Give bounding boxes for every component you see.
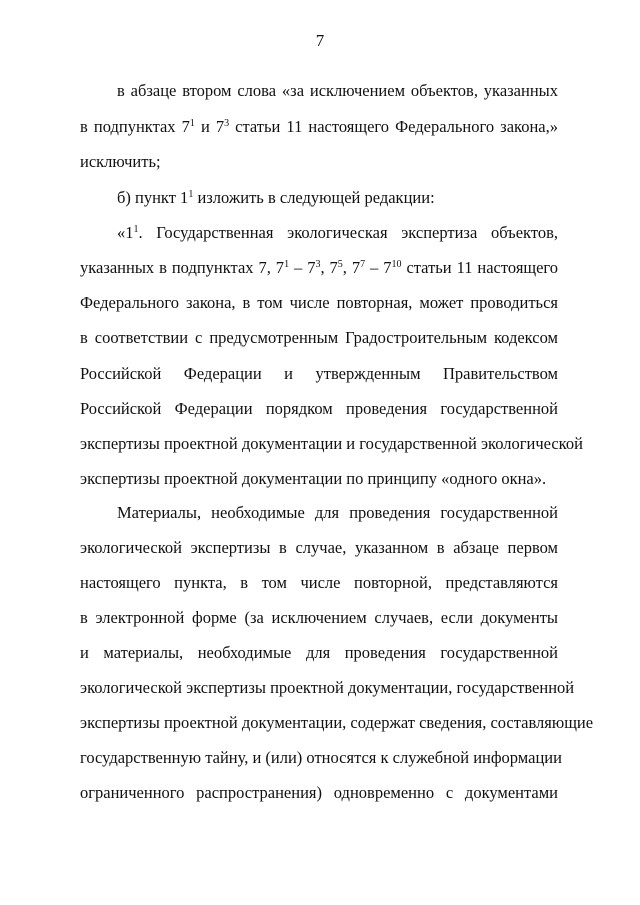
text-line: указанных в подпунктах 7, $7^1 - 7^3$, $7^5$, $7^7 - 7^{10}$ статьи 11 настоящего xyxy=(80,258,559,277)
text-line: Федерального закона, в том числе повторная, может проводиться xyxy=(80,293,558,312)
text-line: в соответствии с предусмотренным Градостроительным кодексом xyxy=(80,328,558,347)
text-line: государственную тайну, и (или) относятся к служебной информации xyxy=(80,748,562,767)
text-line: экспертизы проектной документации и государственной экологической xyxy=(80,434,583,453)
text-line: экспертизы проектной документации по принципу «одного окна». xyxy=(80,469,547,488)
text-line: экспертизы проектной документации, содержат сведения, составляющие xyxy=(80,713,594,732)
text-line: Российской Федерации и утвержденным Правительством xyxy=(80,364,558,383)
text-line: в абзаце втором слова «за исключением объектов, указанных xyxy=(117,81,558,100)
text-line: экологической экспертизы проектной документации, государственной xyxy=(80,678,575,697)
text-line: Российской Федерации порядком проведения государственной xyxy=(80,399,558,418)
text-line: б) пункт $1^1$ изложить в следующей редакции: xyxy=(117,188,435,207)
text-line: в электронной форме (за исключением случаев, если документы xyxy=(80,608,558,627)
text-line: экологической экспертизы в случае, указанном в абзаце первом xyxy=(80,538,558,557)
text-line: настоящего пункта, в том числе повторной, представляются xyxy=(80,573,558,592)
text-line: в подпунктах $7^1$ и $7^3$ статьи 11 настоящего Федерального закона,» xyxy=(80,117,558,136)
text-line: «$1^1$. Государственная экологическая экспертиза объектов, xyxy=(117,223,558,242)
text-line: Материалы, необходимые для проведения государственной xyxy=(117,503,558,522)
page-number: 7 xyxy=(315,31,325,50)
text-line: исключить; xyxy=(80,152,161,171)
text-line: ограниченного распространения) одновременно с документами xyxy=(80,783,558,802)
text-line: и материалы, необходимые для проведения государственной xyxy=(80,643,558,662)
